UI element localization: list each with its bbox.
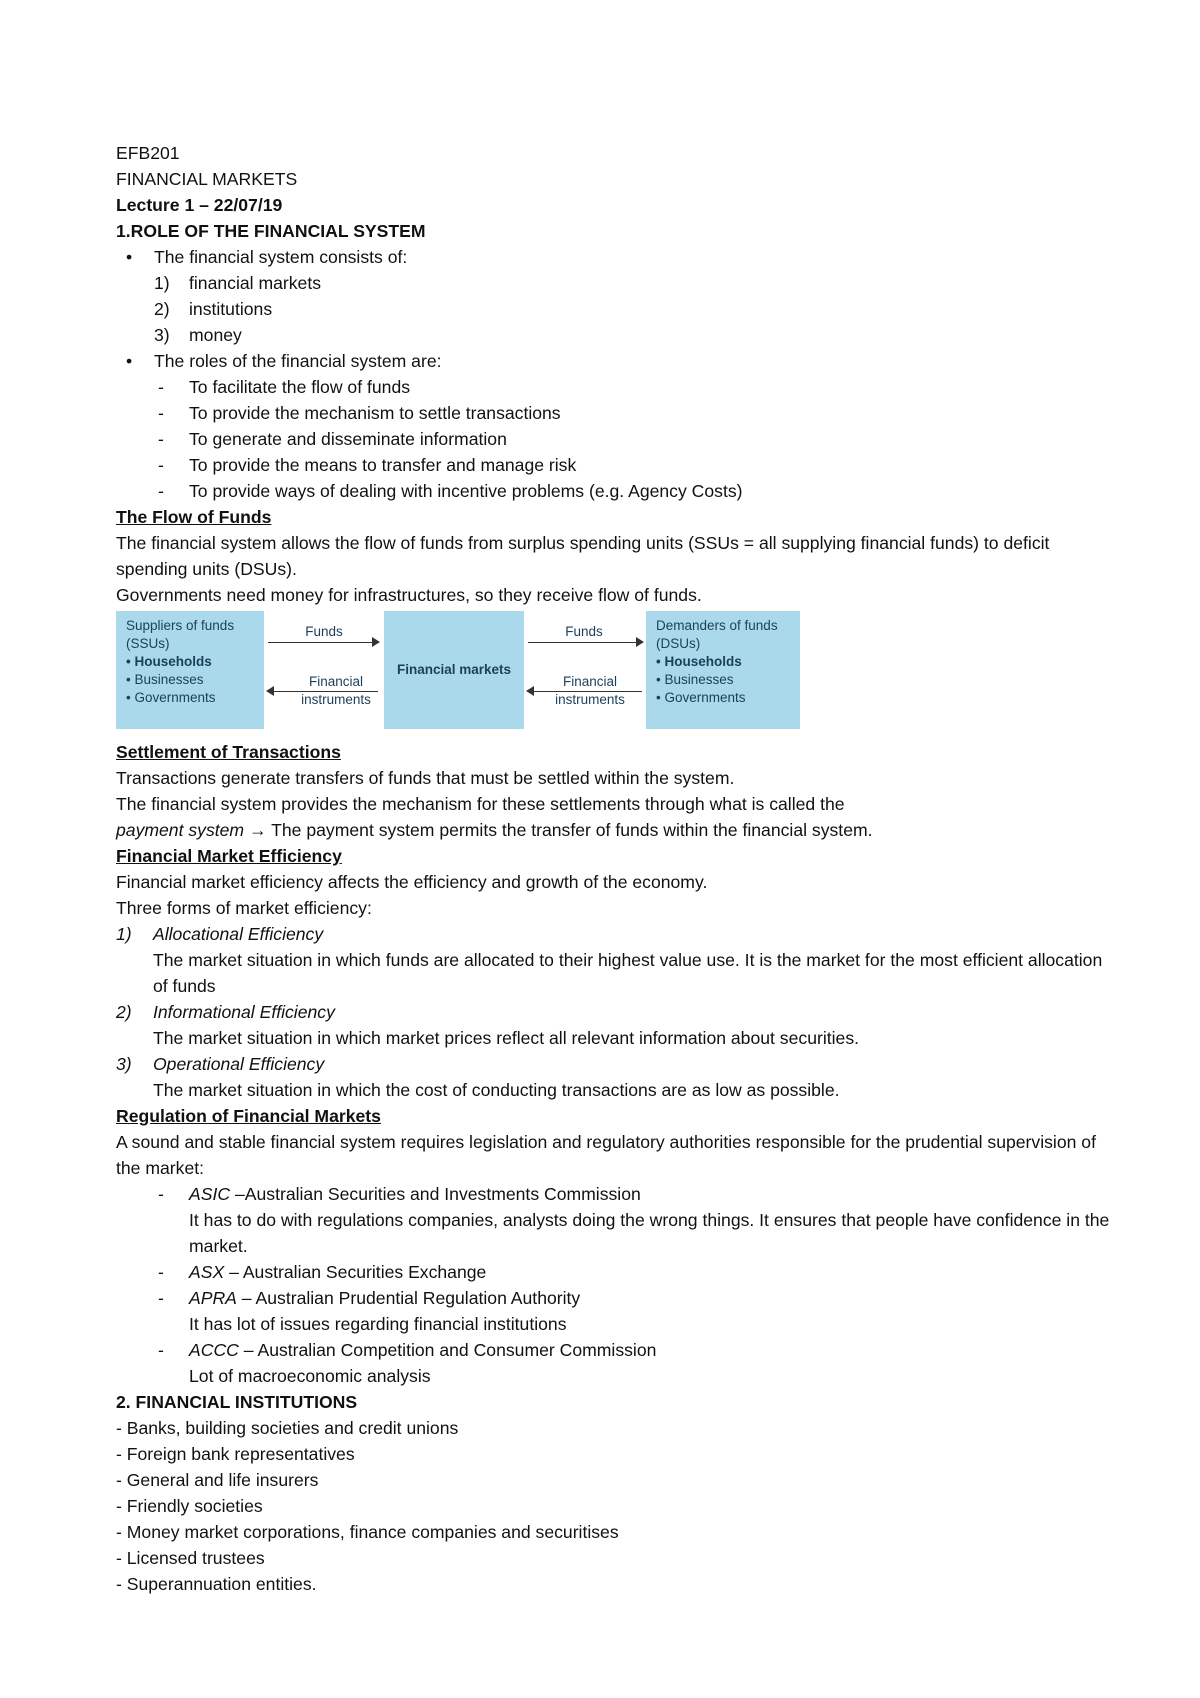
- regulator-note: Lot of macroeconomic analysis: [189, 1366, 431, 1386]
- lecture-title: Lecture 1 – 22/07/19: [116, 195, 283, 215]
- regulation-intro: A sound and stable financial system requires legislation and regulatory authorities responsible for the prudential supervision of the market:: [116, 1132, 1096, 1178]
- institution-item: - Money market corporations, finance companies and securitises: [116, 1522, 619, 1542]
- financial-markets-box: Financial markets: [384, 611, 524, 729]
- regulator-name: Australian Competition and Consumer Commission: [257, 1340, 657, 1360]
- list-number: 2): [154, 299, 170, 319]
- dash-icon: -: [158, 1184, 164, 1204]
- bullet-item: [116, 244, 1116, 270]
- efficiency-heading: Financial Market Efficiency: [116, 846, 342, 866]
- demanders-title: Demanders of funds: [656, 618, 778, 633]
- role-item: [116, 478, 1116, 504]
- right-arrow-icon: [528, 642, 642, 643]
- role-item: [116, 426, 1116, 452]
- settlement-text: The payment system permits the transfer of funds within the financial system.: [266, 820, 873, 840]
- settlement-line: The financial system provides the mechanism for these settlements through what is called the: [116, 794, 845, 814]
- regulator-abbr: ASIC: [189, 1184, 231, 1204]
- payment-system-term: payment system: [116, 820, 245, 840]
- regulator-item: [116, 1259, 1116, 1285]
- regulator-sep: –: [230, 1184, 245, 1204]
- form-description: The market situation in which funds are allocated to their highest value use. It is the market for the most efficient allocation of funds: [153, 950, 1103, 996]
- instruments-line: Financial: [562, 674, 618, 689]
- demanders-item: • Governments: [656, 690, 746, 705]
- demanders-item: • Businesses: [656, 672, 734, 687]
- demanders-subtitle: (DSUs): [656, 636, 701, 651]
- regulator-name: Australian Securities and Investments Commission: [244, 1184, 641, 1204]
- dash-icon: -: [158, 455, 164, 475]
- regulator-sep: –: [238, 1340, 258, 1360]
- bullet-icon: •: [126, 351, 133, 371]
- regulator-sep: –: [224, 1262, 243, 1282]
- funds-label-right: Funds: [565, 624, 603, 639]
- instruments-line: instruments: [555, 692, 625, 707]
- regulator-abbr: ASX: [189, 1262, 225, 1282]
- institution-item: - General and life insurers: [116, 1470, 319, 1490]
- settlement-line: Transactions generate transfers of funds that must be settled within the system.: [116, 768, 735, 788]
- institution-item: - Licensed trustees: [116, 1548, 265, 1568]
- dash-icon: -: [158, 481, 164, 501]
- regulator-sep: –: [236, 1288, 256, 1308]
- flow-heading: The Flow of Funds: [116, 507, 272, 527]
- dash-icon: -: [158, 403, 164, 423]
- efficiency-form: [116, 999, 1116, 1025]
- flow-paragraph: The financial system allows the flow of funds from surplus spending units (SSUs = all supplying financial funds) to deficit spending units (DSUs).: [116, 533, 1050, 579]
- form-title: Informational Efficiency: [153, 1002, 335, 1022]
- flow-of-funds-diagram: [116, 611, 1116, 737]
- regulator-note: It has lot of issues regarding financial institutions: [189, 1314, 567, 1334]
- role-item: [116, 452, 1116, 478]
- regulator-note: It has to do with regulations companies, analysts doing the wrong things. It ensures that people have confidence in the market.: [189, 1210, 1110, 1256]
- document-page: [116, 140, 1116, 1597]
- regulator-item: [116, 1337, 1116, 1363]
- instruments-line: instruments: [301, 692, 371, 707]
- form-description: The market situation in which the cost of conducting transactions are as low as possible.: [153, 1080, 840, 1100]
- regulator-abbr: APRA: [189, 1288, 237, 1308]
- regulator-item: [116, 1181, 1116, 1207]
- suppliers-subtitle: (SSUs): [126, 636, 170, 651]
- demanders-box: [646, 611, 800, 729]
- list-text: institutions: [189, 299, 273, 319]
- flow-paragraph-2: Governments need money for infrastructures, so they receive flow of funds.: [116, 585, 702, 605]
- suppliers-item: • Businesses: [126, 672, 204, 687]
- demanders-item: • Households: [656, 654, 742, 669]
- role-item: [116, 400, 1116, 426]
- section1-heading: 1.ROLE OF THE FINANCIAL SYSTEM: [116, 221, 426, 241]
- list-item: [116, 296, 1116, 322]
- list-item: [116, 270, 1116, 296]
- settlement-line: [116, 817, 1116, 843]
- bullet-text: The roles of the financial system are:: [154, 351, 442, 371]
- suppliers-title: Suppliers of funds: [126, 618, 235, 633]
- regulator-name: Australian Securities Exchange: [242, 1262, 487, 1282]
- course-name: FINANCIAL MARKETS: [116, 169, 298, 189]
- dash-icon: -: [158, 1262, 164, 1282]
- institution-item: - Friendly societies: [116, 1496, 263, 1516]
- instruments-label-left: [282, 673, 390, 709]
- dash-icon: -: [158, 429, 164, 449]
- efficiency-form: [116, 1051, 1116, 1077]
- role-text: To facilitate the flow of funds: [189, 377, 411, 397]
- list-number: 3): [154, 325, 170, 345]
- dash-icon: -: [158, 377, 164, 397]
- suppliers-item: • Households: [126, 654, 212, 669]
- regulator-name: Australian Prudential Regulation Authority: [255, 1288, 581, 1308]
- role-text: To provide the means to transfer and manage risk: [189, 455, 577, 475]
- form-number: 3): [116, 1054, 132, 1074]
- section2-heading: 2. FINANCIAL INSTITUTIONS: [116, 1392, 358, 1412]
- instruments-line: Financial: [308, 674, 364, 689]
- arrow-icon: →: [248, 820, 267, 840]
- role-item: [116, 374, 1116, 400]
- settlement-heading: Settlement of Transactions: [116, 742, 341, 762]
- course-code: EFB201: [116, 143, 180, 163]
- funds-label-left: Funds: [305, 624, 343, 639]
- list-text: money: [189, 325, 242, 345]
- bullet-icon: •: [126, 247, 133, 267]
- efficiency-line: Financial market efficiency affects the efficiency and growth of the economy.: [116, 872, 708, 892]
- form-description: The market situation in which market prices reflect all relevant information about securities.: [153, 1028, 860, 1048]
- suppliers-box: [116, 611, 264, 729]
- dash-icon: -: [158, 1288, 164, 1308]
- bullet-text: The financial system consists of:: [154, 247, 408, 267]
- list-text: financial markets: [189, 273, 322, 293]
- regulation-heading: Regulation of Financial Markets: [116, 1106, 381, 1126]
- role-text: To generate and disseminate information: [189, 429, 507, 449]
- efficiency-form: [116, 921, 1116, 947]
- role-text: To provide the mechanism to settle transactions: [189, 403, 561, 423]
- instruments-label-right: [536, 673, 644, 709]
- bullet-item: [116, 348, 1116, 374]
- form-number: 2): [116, 1002, 132, 1022]
- efficiency-line: Three forms of market efficiency:: [116, 898, 372, 918]
- suppliers-item: • Governments: [126, 690, 216, 705]
- right-arrow-icon: [268, 642, 378, 643]
- institution-item: - Superannuation entities.: [116, 1574, 317, 1594]
- dash-icon: -: [158, 1340, 164, 1360]
- form-number: 1): [116, 924, 132, 944]
- role-text: To provide ways of dealing with incentive problems (e.g. Agency Costs): [189, 481, 743, 501]
- form-title: Allocational Efficiency: [153, 924, 324, 944]
- regulator-item: [116, 1285, 1116, 1311]
- institution-item: - Banks, building societies and credit unions: [116, 1418, 459, 1438]
- institution-item: - Foreign bank representatives: [116, 1444, 355, 1464]
- form-title: Operational Efficiency: [153, 1054, 325, 1074]
- list-item: [116, 322, 1116, 348]
- regulator-abbr: ACCC: [189, 1340, 239, 1360]
- list-number: 1): [154, 273, 170, 293]
